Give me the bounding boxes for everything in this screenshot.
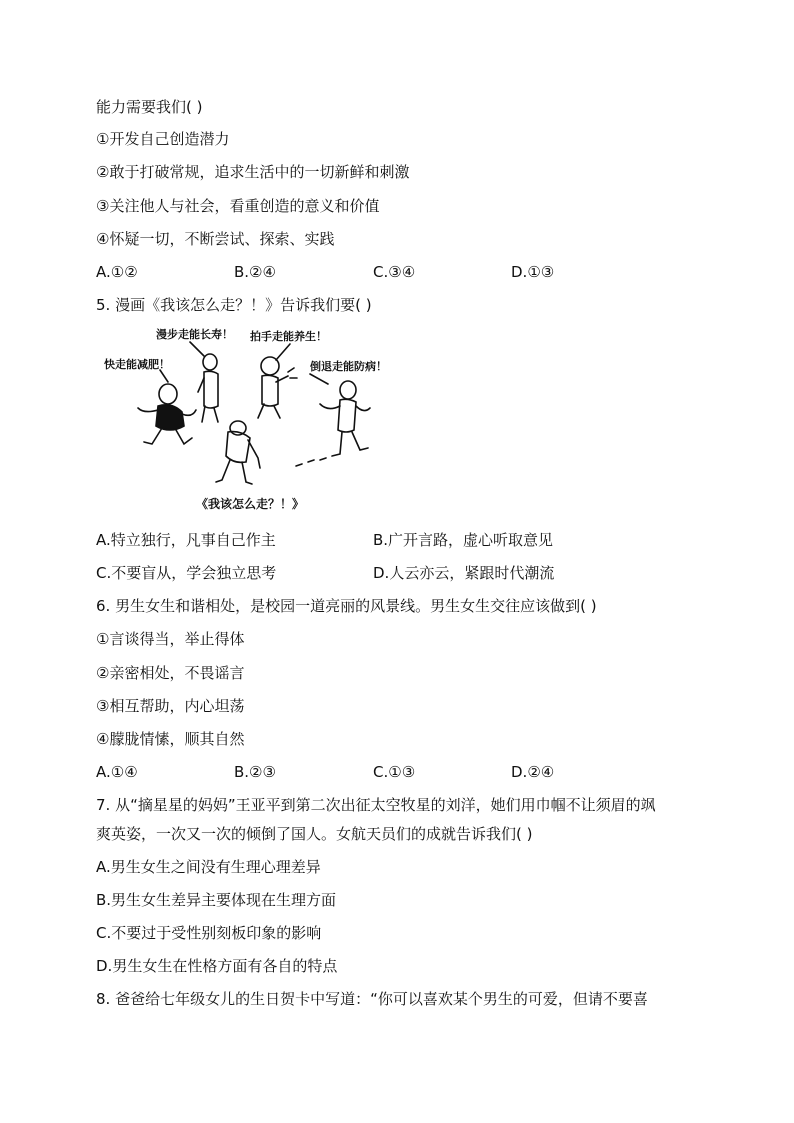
q4-option-d: D.①③ — [511, 263, 555, 281]
q7-stem-line-1: 7. 从“摘星星的妈妈”王亚平到第二次出征太空牧星的刘洋，她们用巾帼不让须眉的飒 — [96, 796, 656, 814]
q4-item-2: ②敢于打破常规，追求生活中的一切新鲜和刺激 — [96, 163, 410, 181]
q6-item-2: ②亲密相处，不畏谣言 — [96, 664, 245, 682]
q5-stem: 5. 漫画《我该怎么走？！》告诉我们要( ) — [96, 296, 372, 314]
q7-option-b: B.男生女生差异主要体现在生理方面 — [96, 891, 337, 909]
q4-option-c: C.③④ — [373, 263, 416, 281]
q6-option-b: B.②③ — [234, 763, 276, 781]
speech-clap: 拍手走能养生！ — [250, 330, 327, 343]
q4-option-b: B.②④ — [234, 263, 276, 281]
cartoon-caption: 《我该怎么走？！》 — [196, 497, 305, 511]
speech-backward: 倒退走能防病！ — [310, 360, 387, 373]
q4-stem-tail: 能力需要我们( ) — [96, 98, 203, 116]
q6-item-4: ④朦胧情愫，顺其自然 — [96, 730, 245, 748]
cartoon-illustration — [100, 322, 400, 520]
q6-option-c: C.①③ — [373, 763, 416, 781]
q5-option-a: A.特立独行，凡事自己作主 — [96, 531, 276, 549]
q5-option-c: C.不要盲从，学会独立思考 — [96, 564, 277, 582]
q6-item-1: ①言谈得当，举止得体 — [96, 630, 245, 648]
q7-option-d: D.男生女生在性格方面有各自的特点 — [96, 957, 338, 975]
q6-option-d: D.②④ — [511, 763, 555, 781]
q4-option-a: A.①② — [96, 263, 138, 281]
q6-item-3: ③相互帮助，内心坦荡 — [96, 697, 245, 715]
speech-fast: 快走能减肥！ — [104, 358, 170, 371]
q6-option-a: A.①④ — [96, 763, 138, 781]
q4-item-4: ④怀疑一切，不断尝试、探索、实践 — [96, 230, 335, 248]
q4-item-3: ③关注他人与社会，看重创造的意义和价值 — [96, 197, 380, 215]
q6-stem: 6. 男生女生和谐相处，是校园一道亮丽的风景线。男生女生交往应该做到( ) — [96, 597, 597, 615]
speech-stroll: 漫步走能长寿！ — [156, 328, 233, 341]
q4-item-1: ①开发自己创造潜力 — [96, 130, 230, 148]
q5-option-d: D.人云亦云，紧跟时代潮流 — [373, 564, 555, 582]
q5-option-b: B.广开言路，虚心听取意见 — [373, 531, 554, 549]
q7-option-a: A.男生女生之间没有生理心理差异 — [96, 858, 321, 876]
q8-stem-line-1: 8. 爸爸给七年级女儿的生日贺卡中写道：“你可以喜欢某个男生的可爱，但请不要喜 — [96, 990, 648, 1008]
q7-stem-line-2: 爽英姿，一次又一次的倾倒了国人。女航天员们的成就告诉我们( ) — [96, 825, 533, 843]
q7-option-c: C.不要过于受性别刻板印象的影响 — [96, 924, 322, 942]
